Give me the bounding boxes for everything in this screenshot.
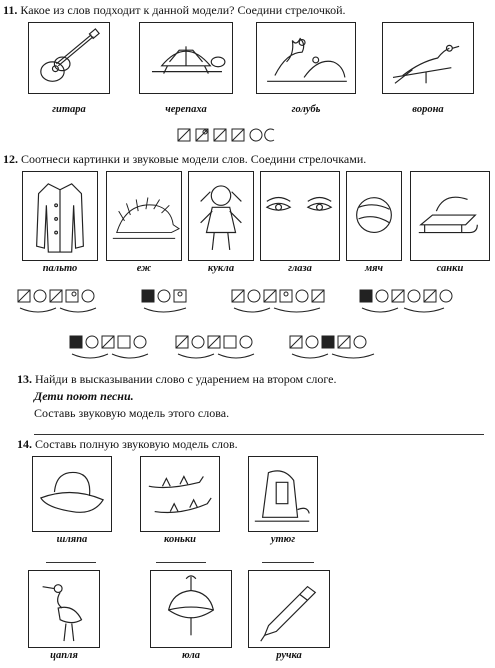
word-hedgehog: еж <box>136 263 152 274</box>
word-top: юла <box>181 650 201 661</box>
coat-icon <box>22 171 98 261</box>
task-14-heading: 14. Составь полную звуковую модель слов. <box>17 437 238 451</box>
word-guitar: гитара <box>52 104 86 115</box>
sound-model-e <box>68 328 158 362</box>
answer-line-hat[interactable] <box>46 562 96 563</box>
sound-model-c <box>230 284 340 316</box>
sound-model-f <box>174 328 274 362</box>
word-pigeon: голубь <box>291 104 321 115</box>
eyes-icon <box>260 171 340 261</box>
word-hat: шляпа <box>56 534 88 545</box>
answer-line-13[interactable] <box>34 434 484 435</box>
sound-model-d <box>358 284 468 316</box>
iron-icon <box>248 456 318 532</box>
word-crow: ворона <box>412 104 444 115</box>
sound-model-11 <box>176 122 306 144</box>
sled-icon <box>410 171 490 261</box>
task-11-heading: 11. Какое из слов подходит к данной модели? Соедини стрелочкой. <box>3 3 346 17</box>
word-heron: цапля <box>50 650 78 661</box>
pigeons-icon <box>256 22 356 94</box>
answer-line-iron[interactable] <box>262 562 314 563</box>
task-13-heading: 13. Найди в высказывании слово с ударением на втором слоге. <box>17 372 337 386</box>
word-turtle: черепаха <box>165 104 207 115</box>
word-eyes: глаза <box>288 263 312 274</box>
task-12-heading: 12. Соотнеси картинки и звуковые модели слов. Соедини стрелочками. <box>3 152 367 166</box>
sound-model-a <box>16 284 116 316</box>
word-sled: санки <box>436 263 464 274</box>
hat-icon <box>32 456 112 532</box>
heron-icon <box>28 570 100 648</box>
word-doll: кукла <box>207 263 235 274</box>
guitar-icon <box>28 22 110 94</box>
turtle-icon <box>139 22 233 94</box>
word-iron: утюг <box>270 534 296 545</box>
ball-icon <box>346 171 402 261</box>
answer-line-skates[interactable] <box>156 562 206 563</box>
sound-model-b <box>140 284 220 316</box>
task-13-instruction: Составь звуковую модель этого слова. <box>34 406 230 420</box>
top-icon <box>150 570 232 648</box>
hedgehog-icon <box>106 171 182 261</box>
doll-icon <box>188 171 254 261</box>
word-pen: ручка <box>276 650 302 661</box>
word-coat: пальто <box>42 263 78 274</box>
word-skates: коньки <box>164 534 196 545</box>
pen-icon <box>248 570 330 648</box>
magpie-icon <box>382 22 474 94</box>
sound-model-g <box>288 328 398 362</box>
skates-icon <box>140 456 220 532</box>
word-ball: мяч <box>364 263 384 274</box>
task-13-phrase: Дети поют песни. <box>34 389 134 403</box>
